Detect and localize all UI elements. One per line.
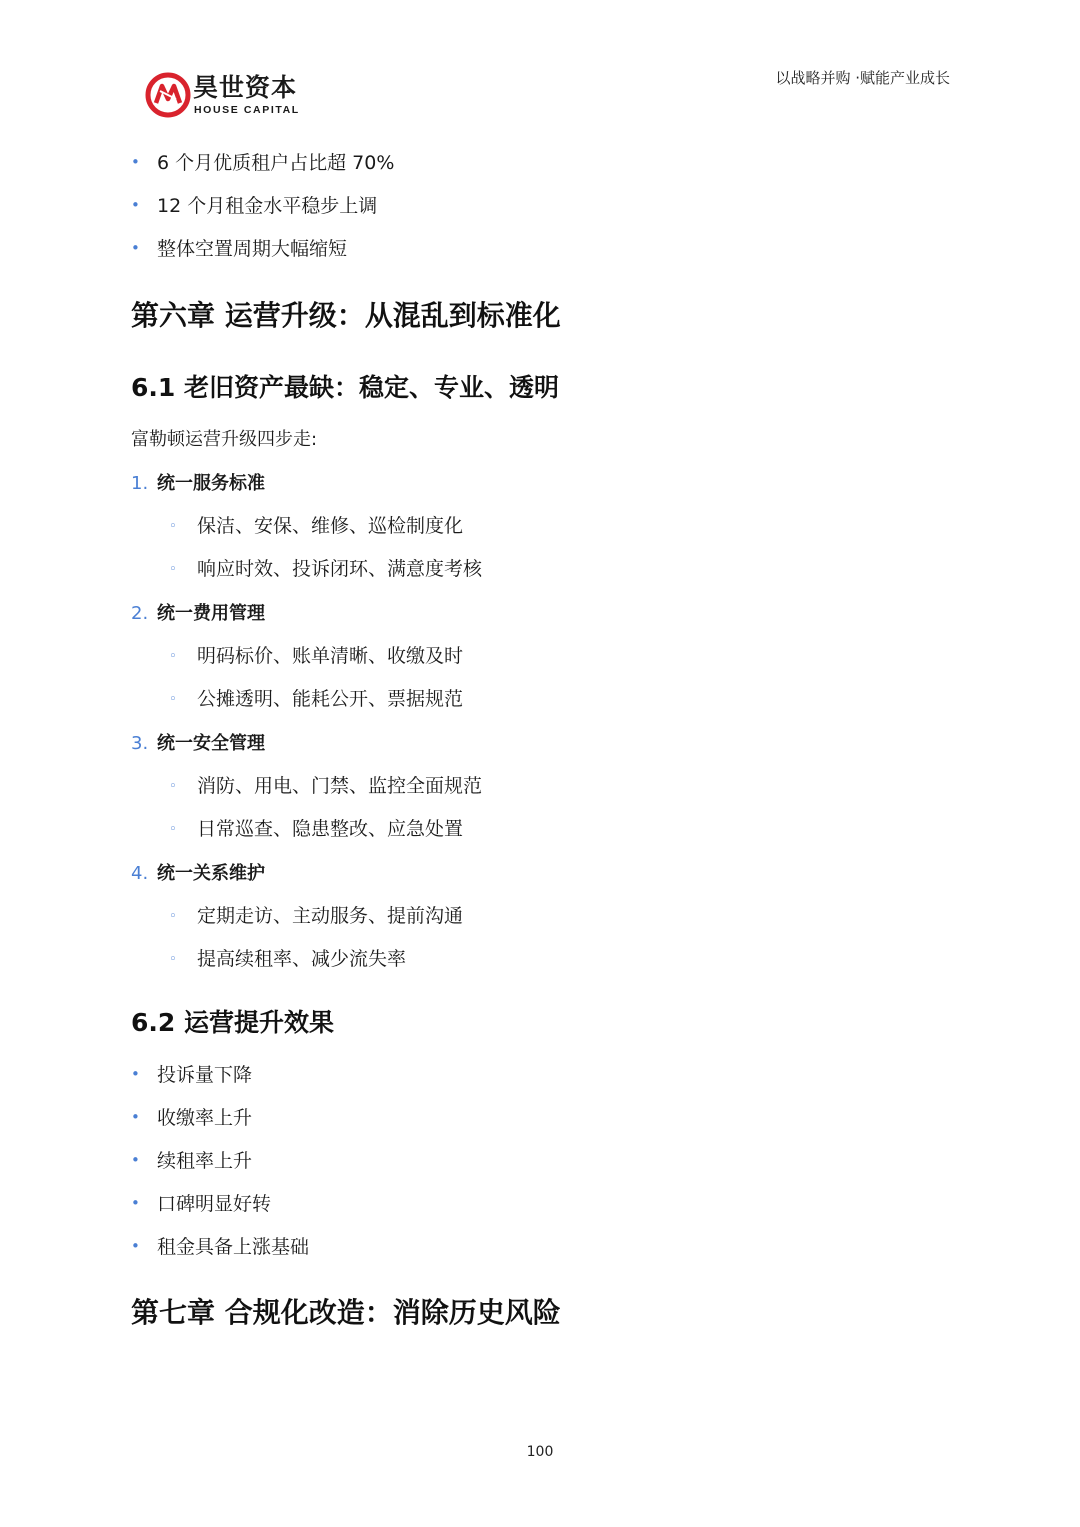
numbered-item (131, 731, 265, 756)
bullet-icon: • (131, 1108, 140, 1126)
sub-list-item (169, 687, 463, 712)
sub-list-item (169, 904, 463, 929)
section-intro: 富勒顿运营升级四步走: (131, 429, 318, 450)
chapter-title: 第六章 运营升级：从混乱到标准化 (131, 299, 561, 332)
bullet-icon: • (131, 1194, 140, 1212)
bullet-icon: • (131, 239, 140, 257)
sub-list-item (169, 947, 406, 972)
sub-bullet-icon: ◦ (169, 562, 177, 577)
numbered-item (131, 601, 265, 626)
step-number: 2. (131, 603, 149, 624)
sub-list-item-text: 消防、用电、门禁、监控全面规范 (197, 775, 483, 797)
logo-mark-icon (145, 72, 191, 118)
list-item-text: 口碑明显好转 (157, 1193, 272, 1215)
step-number: 3. (131, 733, 149, 754)
sub-list-item-text: 提高续租率、减少流失率 (197, 948, 407, 970)
sub-bullet-icon: ◦ (169, 822, 177, 837)
list-item (131, 1148, 252, 1173)
logo-english-name: HOUSE CAPITAL (194, 104, 300, 116)
bullet-icon: • (131, 196, 140, 214)
chapter-title: 第七章 合规化改造：消除历史风险 (131, 1296, 561, 1329)
page-header (0, 0, 1080, 130)
sub-list-item-text: 公摊透明、能耗公开、票据规范 (197, 688, 464, 710)
step-number: 4. (131, 863, 149, 884)
bullet-icon: • (131, 1065, 140, 1083)
step-title: 统一服务标准 (157, 473, 265, 494)
numbered-item (131, 471, 265, 496)
bullet-icon: • (131, 1237, 140, 1255)
house-capital-logo (145, 72, 315, 120)
sub-list-item (169, 514, 463, 539)
section-title: 6.1 老旧资产最缺：稳定、专业、透明 (131, 373, 559, 402)
sub-list-item-text: 响应时效、投诉闭环、满意度考核 (197, 558, 483, 580)
step-title: 统一费用管理 (157, 603, 265, 624)
list-item-text: 收缴率上升 (157, 1107, 253, 1129)
bullet-icon: • (131, 153, 140, 171)
sub-bullet-icon: ◦ (169, 779, 177, 794)
list-item (131, 1062, 252, 1087)
list-item (131, 1105, 252, 1130)
page-number: 100 (526, 1444, 554, 1460)
sub-list-item-text: 保洁、安保、维修、巡检制度化 (197, 515, 464, 537)
list-item-text: 续租率上升 (157, 1150, 253, 1172)
header-slogan: 以战略并购 ·赋能产业成长 (775, 69, 950, 87)
sub-list-item (169, 557, 482, 582)
logo-chinese-name: 昊世资本 (193, 73, 298, 102)
section-title: 6.2 运营提升效果 (131, 1008, 334, 1037)
sub-bullet-icon: ◦ (169, 519, 177, 534)
step-title: 统一安全管理 (157, 733, 265, 754)
step-number: 1. (131, 473, 149, 494)
sub-list-item (169, 644, 463, 669)
sub-list-item-text: 定期走访、主动服务、提前沟通 (197, 905, 464, 927)
sub-bullet-icon: ◦ (169, 952, 177, 967)
list-item (131, 1191, 271, 1216)
sub-list-item-text: 明码标价、账单清晰、收缴及时 (197, 645, 464, 667)
numbered-item (131, 861, 265, 886)
sub-bullet-icon: ◦ (169, 692, 177, 707)
sub-bullet-icon: ◦ (169, 649, 177, 664)
bullet-icon: • (131, 1151, 140, 1169)
list-item-text: 12 个月租金水平稳步上调 (157, 195, 378, 217)
sub-list-item-text: 日常巡查、隐患整改、应急处置 (197, 818, 464, 840)
list-item (131, 150, 394, 175)
sub-bullet-icon: ◦ (169, 909, 177, 924)
step-title: 统一关系维护 (157, 863, 265, 884)
list-item (131, 236, 347, 261)
sub-list-item (169, 817, 463, 842)
list-item-text: 整体空置周期大幅缩短 (157, 238, 348, 260)
sub-list-item (169, 774, 482, 799)
list-item-text: 6 个月优质租户占比超 70% (157, 152, 395, 174)
list-item (131, 193, 377, 218)
list-item (131, 1234, 309, 1259)
list-item-text: 租金具备上涨基础 (157, 1236, 310, 1258)
list-item-text: 投诉量下降 (157, 1064, 253, 1086)
